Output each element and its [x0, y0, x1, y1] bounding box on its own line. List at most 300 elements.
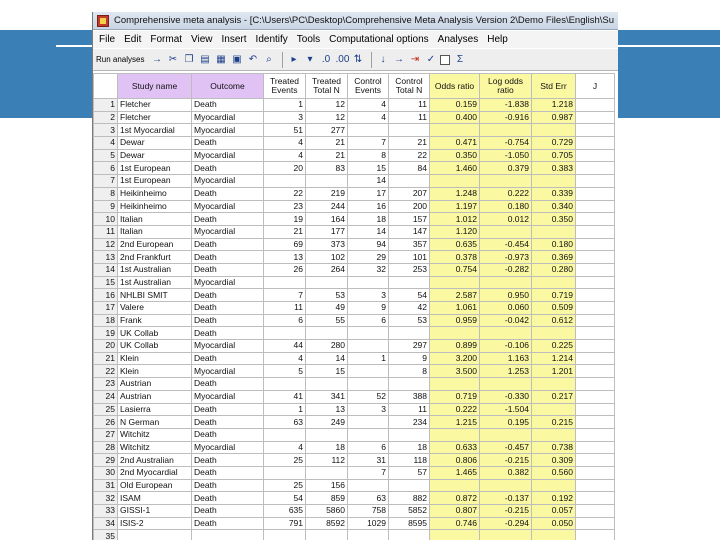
- data-cell[interactable]: 11: [389, 111, 430, 124]
- computed-cell[interactable]: 0.612: [532, 314, 576, 327]
- computed-cell[interactable]: 1.201: [532, 365, 576, 378]
- decrease-decimals-icon[interactable]: .0: [321, 54, 331, 65]
- data-cell[interactable]: 7: [348, 466, 389, 479]
- row-number[interactable]: 30: [94, 466, 118, 479]
- menu-identify[interactable]: Identify: [255, 34, 288, 45]
- outcome-cell[interactable]: Death: [192, 479, 264, 492]
- data-cell[interactable]: 388: [389, 390, 430, 403]
- study-name-cell[interactable]: Valere: [118, 302, 192, 315]
- computed-cell[interactable]: 3.200: [430, 352, 480, 365]
- computed-cell[interactable]: -0.454: [480, 238, 532, 251]
- study-name-cell[interactable]: Witchitz: [118, 441, 192, 454]
- data-cell[interactable]: 758: [348, 505, 389, 518]
- find-icon[interactable]: ⌕: [266, 54, 272, 65]
- computed-cell[interactable]: -0.042: [480, 314, 532, 327]
- computed-cell[interactable]: [480, 530, 532, 540]
- data-cell[interactable]: [576, 466, 615, 479]
- computed-cell[interactable]: -1.838: [480, 99, 532, 112]
- data-cell[interactable]: [576, 162, 615, 175]
- outcome-cell[interactable]: Death: [192, 187, 264, 200]
- data-cell[interactable]: 69: [264, 238, 306, 251]
- data-cell[interactable]: [264, 530, 306, 540]
- data-cell[interactable]: [306, 327, 348, 340]
- study-name-cell[interactable]: 1st European: [118, 162, 192, 175]
- computed-cell[interactable]: [480, 175, 532, 188]
- study-name-cell[interactable]: 2nd Myocardial: [118, 466, 192, 479]
- data-cell[interactable]: 791: [264, 517, 306, 530]
- study-name-cell[interactable]: GISSI-1: [118, 505, 192, 518]
- study-name-cell[interactable]: Heikinheimo: [118, 187, 192, 200]
- row-number[interactable]: 33: [94, 505, 118, 518]
- data-cell[interactable]: [576, 530, 615, 540]
- data-cell[interactable]: [576, 213, 615, 226]
- menu-analyses[interactable]: Analyses: [437, 34, 479, 45]
- outcome-cell[interactable]: Death: [192, 251, 264, 264]
- computed-cell[interactable]: -0.754: [480, 137, 532, 150]
- data-cell[interactable]: [576, 492, 615, 505]
- data-cell[interactable]: 11: [389, 99, 430, 112]
- data-cell[interactable]: 18: [389, 441, 430, 454]
- data-cell[interactable]: 6: [348, 441, 389, 454]
- data-cell[interactable]: [576, 251, 615, 264]
- computed-cell[interactable]: 0.719: [430, 390, 480, 403]
- outcome-cell[interactable]: Death: [192, 505, 264, 518]
- data-cell[interactable]: 18: [306, 441, 348, 454]
- computed-cell[interactable]: [532, 225, 576, 238]
- data-cell[interactable]: 52: [348, 390, 389, 403]
- computed-cell[interactable]: 0.195: [480, 416, 532, 429]
- column-header[interactable]: Control Events: [348, 74, 389, 99]
- table-icon[interactable]: ▦: [216, 54, 226, 65]
- data-cell[interactable]: 49: [306, 302, 348, 315]
- computed-cell[interactable]: 1.197: [430, 200, 480, 213]
- data-cell[interactable]: [389, 327, 430, 340]
- computed-cell[interactable]: 0.369: [532, 251, 576, 264]
- data-cell[interactable]: 3: [264, 111, 306, 124]
- outcome-cell[interactable]: Death: [192, 289, 264, 302]
- outcome-cell[interactable]: Myocardial: [192, 124, 264, 137]
- computed-cell[interactable]: [532, 175, 576, 188]
- data-cell[interactable]: 1: [264, 403, 306, 416]
- outcome-cell[interactable]: Death: [192, 263, 264, 276]
- row-number[interactable]: 2: [94, 111, 118, 124]
- data-cell[interactable]: 25: [264, 479, 306, 492]
- data-cell[interactable]: 84: [389, 162, 430, 175]
- data-cell[interactable]: 63: [348, 492, 389, 505]
- data-cell[interactable]: [576, 403, 615, 416]
- data-cell[interactable]: [306, 276, 348, 289]
- data-cell[interactable]: 4: [348, 99, 389, 112]
- data-cell[interactable]: [576, 263, 615, 276]
- study-name-cell[interactable]: Austrian: [118, 390, 192, 403]
- row-number[interactable]: 34: [94, 517, 118, 530]
- data-cell[interactable]: 16: [348, 200, 389, 213]
- data-cell[interactable]: 21: [306, 137, 348, 150]
- computed-cell[interactable]: 0.560: [532, 466, 576, 479]
- computed-cell[interactable]: 0.872: [430, 492, 480, 505]
- move-right-icon[interactable]: →: [393, 54, 404, 65]
- study-name-cell[interactable]: Old European: [118, 479, 192, 492]
- study-name-cell[interactable]: 1st European: [118, 175, 192, 188]
- data-cell[interactable]: [348, 124, 389, 137]
- computed-cell[interactable]: -0.330: [480, 390, 532, 403]
- computed-cell[interactable]: 0.509: [532, 302, 576, 315]
- row-number-header[interactable]: [94, 74, 118, 99]
- data-cell[interactable]: 6: [348, 314, 389, 327]
- outcome-cell[interactable]: Myocardial: [192, 149, 264, 162]
- data-cell[interactable]: 26: [264, 263, 306, 276]
- outcome-cell[interactable]: Myocardial: [192, 390, 264, 403]
- study-name-cell[interactable]: N German: [118, 416, 192, 429]
- computed-cell[interactable]: [480, 276, 532, 289]
- data-cell[interactable]: [348, 416, 389, 429]
- study-name-cell[interactable]: ISAM: [118, 492, 192, 505]
- column-header[interactable]: J: [576, 74, 615, 99]
- data-cell[interactable]: 18: [348, 213, 389, 226]
- computed-cell[interactable]: 0.807: [430, 505, 480, 518]
- data-cell[interactable]: [576, 352, 615, 365]
- column-header[interactable]: Study name: [118, 74, 192, 99]
- computed-cell[interactable]: 0.383: [532, 162, 576, 175]
- computed-cell[interactable]: 0.899: [430, 340, 480, 353]
- data-cell[interactable]: [576, 137, 615, 150]
- computed-cell[interactable]: 0.719: [532, 289, 576, 302]
- row-number[interactable]: 29: [94, 454, 118, 467]
- computed-cell[interactable]: 1.120: [430, 225, 480, 238]
- computed-cell[interactable]: -0.457: [480, 441, 532, 454]
- data-cell[interactable]: [576, 517, 615, 530]
- data-cell[interactable]: 8: [389, 365, 430, 378]
- menu-computational-options[interactable]: Computational options: [329, 34, 429, 45]
- data-cell[interactable]: [389, 530, 430, 540]
- outcome-cell[interactable]: Myocardial: [192, 200, 264, 213]
- outcome-cell[interactable]: Death: [192, 137, 264, 150]
- outcome-cell[interactable]: Death: [192, 213, 264, 226]
- data-cell[interactable]: [389, 124, 430, 137]
- data-cell[interactable]: 54: [264, 492, 306, 505]
- computed-cell[interactable]: 0.987: [532, 111, 576, 124]
- data-cell[interactable]: 53: [306, 289, 348, 302]
- computed-cell[interactable]: 1.218: [532, 99, 576, 112]
- computed-cell[interactable]: 0.959: [430, 314, 480, 327]
- row-number[interactable]: 11: [94, 225, 118, 238]
- outcome-cell[interactable]: Death: [192, 352, 264, 365]
- row-number[interactable]: 31: [94, 479, 118, 492]
- study-name-cell[interactable]: Lasierra: [118, 403, 192, 416]
- data-cell[interactable]: 4: [348, 111, 389, 124]
- data-cell[interactable]: 264: [306, 263, 348, 276]
- data-cell[interactable]: 42: [389, 302, 430, 315]
- computed-cell[interactable]: [430, 428, 480, 441]
- row-number[interactable]: 26: [94, 416, 118, 429]
- data-cell[interactable]: [264, 175, 306, 188]
- computed-cell[interactable]: 2.587: [430, 289, 480, 302]
- outcome-cell[interactable]: Myocardial: [192, 175, 264, 188]
- row-number[interactable]: 20: [94, 340, 118, 353]
- data-cell[interactable]: [348, 479, 389, 492]
- computed-cell[interactable]: 0.705: [532, 149, 576, 162]
- data-cell[interactable]: 22: [389, 149, 430, 162]
- computed-cell[interactable]: [480, 378, 532, 391]
- study-name-cell[interactable]: Frank: [118, 314, 192, 327]
- row-number[interactable]: 14: [94, 263, 118, 276]
- data-cell[interactable]: [389, 428, 430, 441]
- computed-cell[interactable]: 3.500: [430, 365, 480, 378]
- menu-tools[interactable]: Tools: [296, 34, 321, 45]
- computed-cell[interactable]: 0.754: [430, 263, 480, 276]
- computed-cell[interactable]: 0.738: [532, 441, 576, 454]
- data-cell[interactable]: [348, 276, 389, 289]
- row-number[interactable]: 4: [94, 137, 118, 150]
- study-name-cell[interactable]: Dewar: [118, 137, 192, 150]
- data-cell[interactable]: 41: [264, 390, 306, 403]
- computed-cell[interactable]: -1.504: [480, 403, 532, 416]
- row-number[interactable]: 10: [94, 213, 118, 226]
- menu-view[interactable]: View: [191, 34, 213, 45]
- computed-cell[interactable]: 0.012: [480, 213, 532, 226]
- data-cell[interactable]: [576, 390, 615, 403]
- computed-cell[interactable]: 0.180: [480, 200, 532, 213]
- computed-cell[interactable]: [532, 428, 576, 441]
- computed-cell[interactable]: [480, 225, 532, 238]
- data-cell[interactable]: 207: [389, 187, 430, 200]
- data-cell[interactable]: 8595: [389, 517, 430, 530]
- cut-icon[interactable]: ✂: [168, 54, 178, 65]
- data-cell[interactable]: 57: [389, 466, 430, 479]
- row-number[interactable]: 27: [94, 428, 118, 441]
- data-cell[interactable]: 51: [264, 124, 306, 137]
- computed-cell[interactable]: 0.280: [532, 263, 576, 276]
- data-cell[interactable]: 23: [264, 200, 306, 213]
- computed-cell[interactable]: -0.294: [480, 517, 532, 530]
- computed-cell[interactable]: 1.460: [430, 162, 480, 175]
- data-cell[interactable]: 19: [264, 213, 306, 226]
- data-cell[interactable]: 147: [389, 225, 430, 238]
- data-cell[interactable]: 118: [389, 454, 430, 467]
- data-cell[interactable]: [576, 479, 615, 492]
- outcome-cell[interactable]: Death: [192, 517, 264, 530]
- data-cell[interactable]: [306, 466, 348, 479]
- data-cell[interactable]: [389, 175, 430, 188]
- data-cell[interactable]: 13: [306, 403, 348, 416]
- computed-cell[interactable]: 0.378: [430, 251, 480, 264]
- data-cell[interactable]: [389, 378, 430, 391]
- data-cell[interactable]: 54: [389, 289, 430, 302]
- computed-cell[interactable]: 0.309: [532, 454, 576, 467]
- data-cell[interactable]: 22: [264, 187, 306, 200]
- outcome-cell[interactable]: Death: [192, 162, 264, 175]
- row-number[interactable]: 8: [94, 187, 118, 200]
- data-cell[interactable]: [576, 124, 615, 137]
- data-cell[interactable]: [576, 289, 615, 302]
- data-cell[interactable]: 17: [348, 187, 389, 200]
- computed-cell[interactable]: 1.465: [430, 466, 480, 479]
- computed-cell[interactable]: 0.050: [532, 517, 576, 530]
- computed-cell[interactable]: 0.060: [480, 302, 532, 315]
- data-cell[interactable]: [389, 479, 430, 492]
- data-cell[interactable]: 177: [306, 225, 348, 238]
- computed-cell[interactable]: 1.248: [430, 187, 480, 200]
- data-cell[interactable]: 7: [264, 289, 306, 302]
- checkbox-icon[interactable]: [440, 55, 450, 65]
- data-cell[interactable]: [576, 276, 615, 289]
- data-cell[interactable]: [348, 428, 389, 441]
- computed-cell[interactable]: 1.253: [480, 365, 532, 378]
- data-cell[interactable]: 4: [264, 149, 306, 162]
- computed-cell[interactable]: 0.222: [480, 187, 532, 200]
- row-number[interactable]: 25: [94, 403, 118, 416]
- computed-cell[interactable]: 0.950: [480, 289, 532, 302]
- data-cell[interactable]: 83: [306, 162, 348, 175]
- study-name-cell[interactable]: ISIS-2: [118, 517, 192, 530]
- row-number[interactable]: 16: [94, 289, 118, 302]
- computed-cell[interactable]: [532, 479, 576, 492]
- computed-cell[interactable]: 0.746: [430, 517, 480, 530]
- computed-cell[interactable]: 1.163: [480, 352, 532, 365]
- computed-cell[interactable]: [480, 479, 532, 492]
- computed-cell[interactable]: -1.050: [480, 149, 532, 162]
- column-header[interactable]: Odds ratio: [430, 74, 480, 99]
- computed-cell[interactable]: 0.806: [430, 454, 480, 467]
- data-cell[interactable]: 244: [306, 200, 348, 213]
- computed-cell[interactable]: 0.635: [430, 238, 480, 251]
- study-name-cell[interactable]: Heikinheimo: [118, 200, 192, 213]
- computed-cell[interactable]: [430, 124, 480, 137]
- data-cell[interactable]: [264, 327, 306, 340]
- data-cell[interactable]: [306, 428, 348, 441]
- column-header[interactable]: Control Total N: [389, 74, 430, 99]
- data-cell[interactable]: 112: [306, 454, 348, 467]
- menu-edit[interactable]: Edit: [124, 34, 142, 45]
- study-name-cell[interactable]: NHLBI SMIT: [118, 289, 192, 302]
- data-cell[interactable]: [348, 378, 389, 391]
- check-icon[interactable]: ✓: [426, 54, 436, 65]
- data-cell[interactable]: [576, 441, 615, 454]
- data-cell[interactable]: 44: [264, 340, 306, 353]
- computed-cell[interactable]: -0.137: [480, 492, 532, 505]
- computed-cell[interactable]: 1.061: [430, 302, 480, 315]
- study-name-cell[interactable]: 2nd Australian: [118, 454, 192, 467]
- data-cell[interactable]: 219: [306, 187, 348, 200]
- data-cell[interactable]: [389, 276, 430, 289]
- data-cell[interactable]: 21: [264, 225, 306, 238]
- data-cell[interactable]: 14: [348, 225, 389, 238]
- data-cell[interactable]: [348, 340, 389, 353]
- insert-column-icon[interactable]: ▸: [291, 54, 297, 65]
- data-cell[interactable]: [576, 225, 615, 238]
- data-cell[interactable]: 5860: [306, 505, 348, 518]
- data-cell[interactable]: [576, 365, 615, 378]
- study-name-cell[interactable]: Italian: [118, 225, 192, 238]
- data-cell[interactable]: [348, 365, 389, 378]
- data-cell[interactable]: [576, 454, 615, 467]
- data-cell[interactable]: 102: [306, 251, 348, 264]
- data-cell[interactable]: 14: [306, 352, 348, 365]
- row-number[interactable]: 35: [94, 530, 118, 540]
- computed-cell[interactable]: 0.350: [430, 149, 480, 162]
- outcome-cell[interactable]: Death: [192, 327, 264, 340]
- sum-icon[interactable]: Σ: [456, 54, 464, 65]
- outcome-cell[interactable]: Death: [192, 416, 264, 429]
- data-cell[interactable]: [348, 327, 389, 340]
- computed-cell[interactable]: 0.215: [532, 416, 576, 429]
- data-cell[interactable]: 12: [306, 111, 348, 124]
- computed-cell[interactable]: [480, 124, 532, 137]
- row-number[interactable]: 5: [94, 149, 118, 162]
- outcome-cell[interactable]: Death: [192, 314, 264, 327]
- study-name-cell[interactable]: UK Collab: [118, 340, 192, 353]
- outcome-cell[interactable]: Death: [192, 99, 264, 112]
- study-name-cell[interactable]: Witchitz: [118, 428, 192, 441]
- study-name-cell[interactable]: 2nd European: [118, 238, 192, 251]
- data-cell[interactable]: 253: [389, 263, 430, 276]
- data-cell[interactable]: 94: [348, 238, 389, 251]
- data-cell[interactable]: 8: [348, 149, 389, 162]
- computed-cell[interactable]: 1.215: [430, 416, 480, 429]
- data-cell[interactable]: [576, 99, 615, 112]
- row-number[interactable]: 6: [94, 162, 118, 175]
- menu-help[interactable]: Help: [487, 34, 508, 45]
- data-cell[interactable]: [576, 302, 615, 315]
- data-cell[interactable]: 277: [306, 124, 348, 137]
- data-cell[interactable]: 234: [389, 416, 430, 429]
- data-cell[interactable]: 8592: [306, 517, 348, 530]
- outcome-cell[interactable]: Death: [192, 428, 264, 441]
- data-cell[interactable]: [576, 111, 615, 124]
- outcome-cell[interactable]: Death: [192, 238, 264, 251]
- save-icon[interactable]: ▣: [232, 54, 242, 65]
- data-cell[interactable]: 15: [348, 162, 389, 175]
- outcome-cell[interactable]: Death: [192, 492, 264, 505]
- data-cell[interactable]: [306, 378, 348, 391]
- data-cell[interactable]: [348, 530, 389, 540]
- data-cell[interactable]: 11: [264, 302, 306, 315]
- study-name-cell[interactable]: 2nd Frankfurt: [118, 251, 192, 264]
- copy-icon[interactable]: ❐: [184, 54, 194, 65]
- data-cell[interactable]: 5: [264, 365, 306, 378]
- outcome-cell[interactable]: Death: [192, 466, 264, 479]
- study-name-cell[interactable]: Italian: [118, 213, 192, 226]
- paste-icon[interactable]: ▤: [200, 54, 210, 65]
- computed-cell[interactable]: 0.217: [532, 390, 576, 403]
- row-number[interactable]: 32: [94, 492, 118, 505]
- row-number[interactable]: 17: [94, 302, 118, 315]
- move-down-icon[interactable]: ↓: [380, 54, 386, 65]
- row-number[interactable]: 15: [94, 276, 118, 289]
- data-cell[interactable]: 101: [389, 251, 430, 264]
- data-cell[interactable]: 6: [264, 314, 306, 327]
- computed-cell[interactable]: [430, 175, 480, 188]
- data-cell[interactable]: [264, 428, 306, 441]
- data-cell[interactable]: 14: [348, 175, 389, 188]
- study-name-cell[interactable]: Fletcher: [118, 111, 192, 124]
- computed-cell[interactable]: [532, 276, 576, 289]
- computed-cell[interactable]: [532, 378, 576, 391]
- data-cell[interactable]: [576, 187, 615, 200]
- data-cell[interactable]: 15: [306, 365, 348, 378]
- computed-cell[interactable]: [430, 530, 480, 540]
- study-name-cell[interactable]: Klein: [118, 365, 192, 378]
- data-cell[interactable]: [306, 175, 348, 188]
- computed-cell[interactable]: -0.106: [480, 340, 532, 353]
- row-number[interactable]: 24: [94, 390, 118, 403]
- menu-file[interactable]: File: [99, 34, 116, 45]
- data-cell[interactable]: 1: [348, 352, 389, 365]
- data-cell[interactable]: 3: [348, 403, 389, 416]
- data-cell[interactable]: 25: [264, 454, 306, 467]
- study-name-cell[interactable]: 1st Myocardial: [118, 124, 192, 137]
- computed-cell[interactable]: 0.057: [532, 505, 576, 518]
